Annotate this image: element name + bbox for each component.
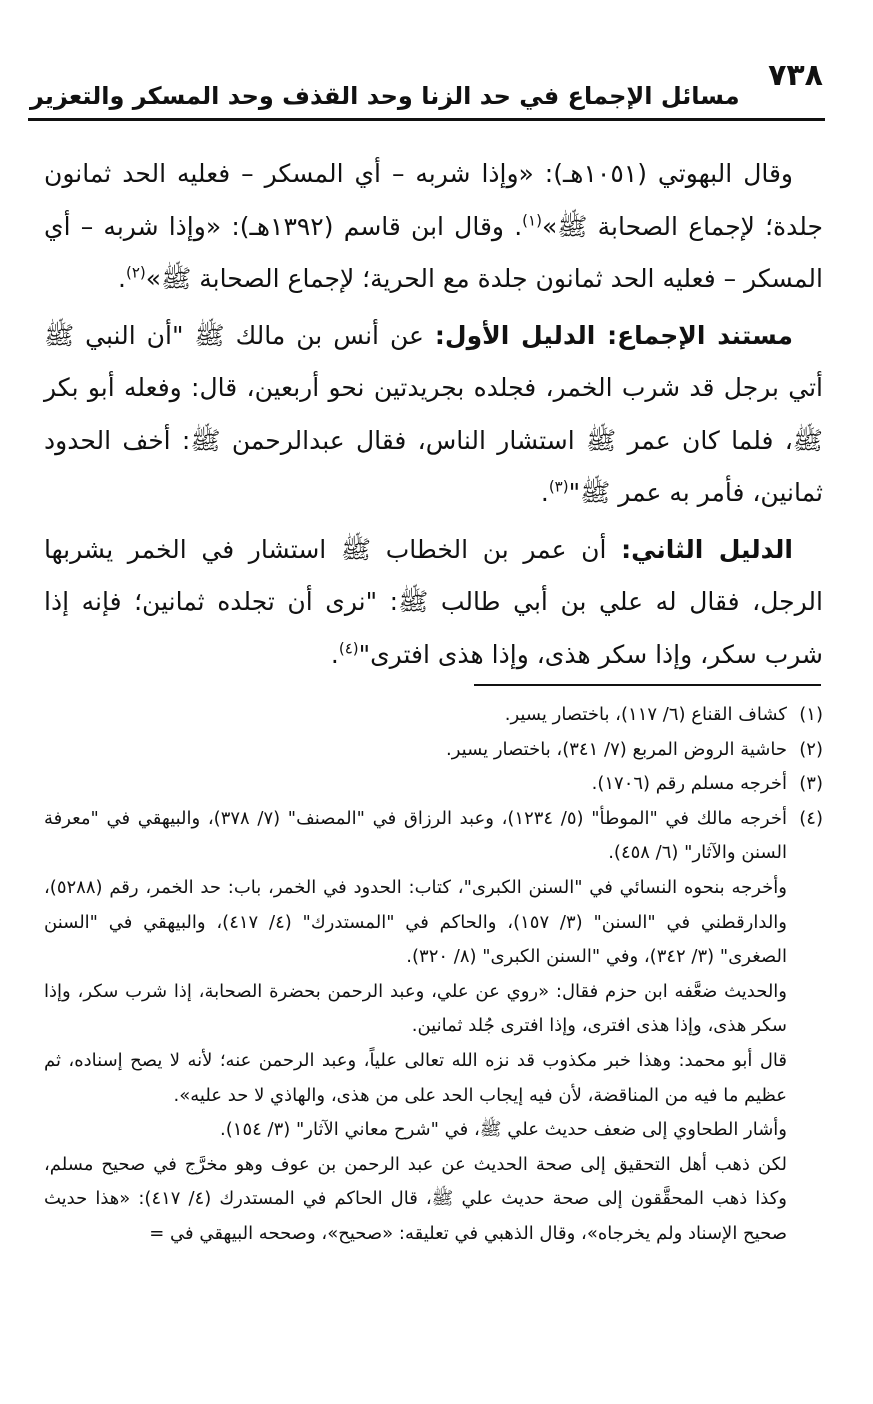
footnote-4 [44, 802, 823, 871]
footnote-text: أخرجه مسلم رقم (١٧٠٦). [591, 773, 787, 795]
footnote-number: (١) [799, 704, 823, 725]
paragraph-text: . وقال ابن قاسم (١٣٩٢هـ): «وإذا شربه – أي المسكر – فعليه الحد ثمانون جلدة مع الحرية؛ لإجماع الصحابة [44, 211, 823, 293]
footnote-4-continued: وأخرجه بنحوه النسائي في "السنن الكبرى"، كتاب: الحدود في الخمر، باب: حد الخمر، رقم (٥٢٨٨)، والدارقطني في "السنن" (٣/ ١٥٧)، والحاكم في "المستدرك" (٤/ ٤١٧)، والبيهقي في "السنن الصغرى" (٣/ ٣٤٢)، وفي "السنن الكبرى" (٨/ ٣٢٠). [44, 876, 787, 968]
paragraph-evidence-one [44, 310, 823, 520]
footnote-ref-1: (١) [522, 211, 542, 230]
footnote-text: أخرجه مالك في "الموطأ" (٥/ ١٢٣٤)، وعبد الرزاق في "المصنف" (٧/ ٣٧٨)، والبيهقي في "معرفة السنن والآثار" (٦/ ٤٥٨). [44, 807, 787, 864]
page-header [30, 58, 823, 118]
main-text [44, 148, 823, 681]
footnote-separator [474, 684, 821, 686]
honorific-glyph: ﷺ [161, 264, 192, 293]
quote-mark: » [541, 211, 558, 241]
footnote-4-continued: لكن ذهب أهل التحقيق إلى صحة الحديث عن عبد الرحمن بن عوف وهو مخرَّج في صحيح مسلم، وكذا ذهب المحقَّقون إلى صحة حديث علي ﷺ، قال الحاكم في المستدرك (٤/ ٤١٧): «هذا حديث صحيح الإسناد ولم يخرجاه»، وقال الذهبي في تعليقه: «صحيح»، وصححه البيهقي في = [44, 1153, 787, 1244]
paragraph-text: أن عمر بن الخطاب ﷺ استشار في الخمر يشربها الرجل، فقال له علي بن أبي طالب ﷺ: "نرى أن تجلده ثمانين؛ فإنه إذا شرب سكر، وإذا سكر هذى، وإذا هذى افترى" [44, 534, 823, 669]
punctuation: . [330, 639, 339, 669]
footnote-number: (٤) [799, 807, 823, 829]
header-rule [28, 118, 825, 121]
footnote-number: (٣) [799, 773, 823, 795]
quote-mark: » [145, 264, 162, 293]
footnote-text: كشاف القناع (٦/ ١١٧)، باختصار يسير. [504, 704, 787, 725]
footnote-text: حاشية الروض المربع (٧/ ٣٤١)، باختصار يسير. [445, 738, 787, 760]
footnote-number: (٢) [799, 738, 823, 760]
footnote-4-continued: قال أبو محمد: وهذا خبر مكذوب قد نزه الله تعالى علياً، وعبد الرحمن عنه؛ لأنه لا يصح إسناده، ثم عظيم ما فيه من المناقضة، لأن فيه إيجاب الحد على من هذى، والهاذي لا حد عليه». [44, 1049, 787, 1106]
paragraph-evidence-two [44, 524, 823, 682]
footnote-ref-2: (٢) [126, 263, 146, 282]
honorific-glyph: ﷺ [557, 211, 588, 241]
punctuation: . [118, 264, 126, 293]
footnote-ref-4: (٤) [338, 639, 359, 658]
evidence-heading: مستند الإجماع: الدليل الأول: [434, 320, 793, 350]
paragraph-text: عن أنس بن مالك ﷺ "أن النبي ﷺ أتي برجل قد شرب الخمر، فجلده بجريدتين نحو أربعين، قال: وفعله أبو بكر ﷺ، فلما كان عمر ﷺ استشار الناس، فقال عبدالرحمن ﷺ: أخف الحدود ثمانين، فأمر به عمر ﷺ" [44, 320, 823, 507]
running-title: مسائل الإجماع في حد الزنا وحد القذف وحد المسكر والتعزير [30, 82, 740, 110]
footnote-2 [44, 733, 823, 768]
evidence-heading: الدليل الثاني: [621, 534, 794, 564]
paragraph-text: وقال البهوتي (١٠٥١هـ): «وإذا شربه – أي المسكر – فعليه الحد ثمانون جلدة؛ لإجماع الصحابة [44, 159, 824, 241]
footnotes [44, 698, 823, 1252]
paragraph-ijma-statements [44, 148, 823, 306]
punctuation: . [540, 478, 549, 507]
footnote-4-continued: والحديث ضعَّفه ابن حزم فقال: «روي عن علي، وعبد الرحمن بحضرة الصحابة، إذا شرب سكر، وإذا سكر هذى، وإذا هذى افترى، وإذا افترى جُلد ثمانين. [44, 980, 787, 1037]
footnote-ref-3: (٣) [548, 477, 569, 496]
footnote-1 [44, 698, 823, 733]
footnote-4-continued: وأشار الطحاوي إلى ضعف حديث علي ﷺ، في "شرح معاني الآثار" (٣/ ١٥٤). [220, 1119, 787, 1141]
page-number: ٧٣٨ [768, 58, 823, 93]
footnote-3 [44, 767, 823, 802]
